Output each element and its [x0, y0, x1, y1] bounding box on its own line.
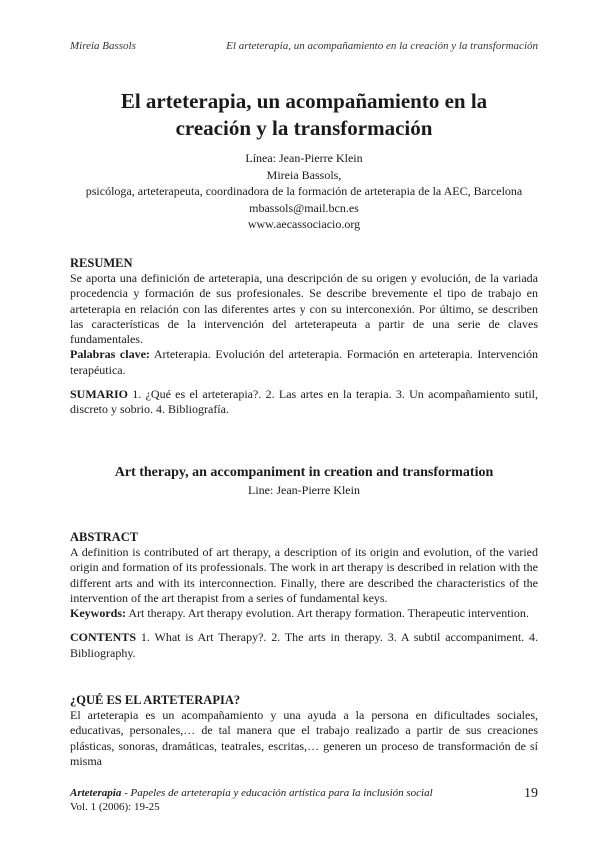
- section-body: El arteterapia es un acompañamiento y una ayuda a la persona en dificultades sociales, educativas, personales,… de tal manera que el trabajo realizado a partir de sus creaciones plásticas, sonoras, dramáticas, teatrales, escritas,… generen un proceso de transformación de sí misma: [70, 708, 538, 768]
- contents-text: 1. What is Art Therapy?. 2. The arts in therapy. 3. A subtil accompaniment. 4. Bibliography.: [70, 630, 539, 660]
- english-line-info: Line: Jean-Pierre Klein: [248, 483, 360, 497]
- running-header: [70, 40, 538, 52]
- abstract-heading: ABSTRACT: [70, 530, 139, 544]
- running-header-title: El arteterapia, un acompañamiento en la creación y la transformación: [226, 40, 538, 52]
- resumen-heading: RESUMEN: [70, 256, 133, 270]
- palabras-clave: [70, 347, 538, 378]
- page-number: 19: [524, 786, 538, 801]
- section-what-is-art-therapy: [70, 693, 538, 769]
- resumen-body: Se aporta una definición de arteterapia, una descripción de su origen y evolución, de la variada procedencia y formación de sus profesionales. Se describe brevemente el tipo de trabajo en arteterapia en relación con las diferentes artes y con su interconexión. Por último, se describen las características de la intervención del arteterapeuta a partir de una serie de claves fundamentales.: [70, 271, 538, 347]
- journal-name: Arteterapia: [70, 787, 122, 799]
- english-title: Art therapy, an accompaniment in creation and transformation: [114, 465, 494, 480]
- contents: [70, 630, 538, 661]
- journal-citation: [70, 786, 538, 800]
- palabras-clave-label: Palabras clave:: [70, 347, 150, 362]
- article-title-line-2: creación y la transformación: [175, 116, 433, 140]
- author-info: [70, 150, 538, 233]
- author-affiliation: psicóloga, arteterapeuta, coordinadora de la formación de arteterapia de la AEC, Barcelona: [85, 184, 523, 198]
- sumario: [70, 387, 538, 418]
- line-info: Línea: Jean-Pierre Klein: [245, 151, 363, 165]
- journal-subtitle: - Papeles de arteterapia y educación artística para la inclusión social: [121, 787, 433, 799]
- running-header-author: Mireia Bassols: [70, 40, 136, 52]
- author-website: www.aecassociacio.org: [247, 217, 361, 231]
- journal-volume: Vol. 1 (2006): 19-25: [70, 801, 160, 813]
- contents-label: CONTENTS: [70, 630, 137, 645]
- abstract-section: [70, 530, 538, 661]
- article-title-line-1: El arteterapia, un acompañamiento en la: [120, 89, 488, 113]
- keywords: [70, 606, 538, 621]
- article-title: [70, 88, 538, 142]
- page-footer: [70, 786, 538, 814]
- sumario-label: SUMARIO: [70, 387, 129, 402]
- abstract-body: A definition is contributed of art therapy, a description of its origin and evolution, of the varied origin and formation of its professionals. The work in art therapy is described in relation with the different arts and with its interconnection. Finally, there are described the characteristics of the intervention of the art therapist from a series of fundamental keys.: [70, 545, 538, 605]
- sumario-text: 1. ¿Qué es el arteterapia?. 2. Las artes en la terapia. 3. Un acompañamiento sutil, discreto y sobrio. 4. Bibliografía.: [70, 387, 538, 417]
- palabras-clave-text: Arteterapia. Evolución del arteterapia. Formación en arteterapia. Intervención terapéutica.: [70, 347, 539, 377]
- author-name: Mireia Bassols,: [266, 167, 342, 182]
- section-heading: ¿QUÉ ES EL ARTETERAPIA?: [70, 693, 241, 707]
- author-email: mbassols@mail.bcn.es: [249, 200, 359, 215]
- keywords-label: Keywords:: [70, 606, 126, 621]
- resumen-section: [70, 256, 538, 418]
- keywords-text: Art therapy. Art therapy evolution. Art therapy formation. Therapeutic intervention.: [128, 606, 529, 621]
